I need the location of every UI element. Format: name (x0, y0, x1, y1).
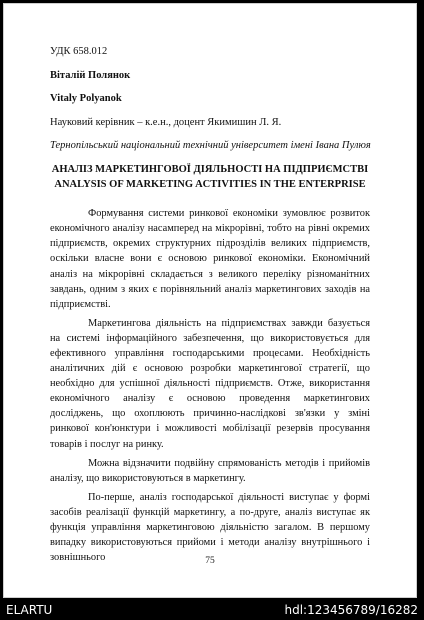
document-page (3, 3, 417, 598)
page-content (50, 45, 370, 569)
page-number: 75 (205, 556, 215, 566)
repository-footer (0, 600, 424, 620)
body-paragraph-1: Формування системи ринкової економіки зумовлює розвиток економічного аналізу насамперед на мікрорівні, тобто на рівні окремих підприємств, окремих структурних підрозділів великих підприємств, оскільки власне вони є основою ринкової економіки. Економічний аналіз на мікрорівні складається з великого переліку різноманітних завдань, одним з яких є порівняльний аналіз маркетингових заходів на підприємстві. (50, 208, 370, 310)
udk-code: УДК 658.012 (50, 46, 108, 57)
author-name-ua: Віталій Полянок (50, 69, 131, 81)
repository-name: ELARTU (6, 603, 53, 617)
author-name-en: Vitaly Polyanok (50, 93, 122, 105)
article-title-en: ANALYSIS OF MARKETING ACTIVITIES IN THE ENTERPRISE (54, 178, 366, 190)
affiliation: Тернопільський національний технічний університет імені Івана Пулюя (50, 140, 371, 152)
article-title-ua: АНАЛІЗ МАРКЕТИНГОВОЇ ДІЯЛЬНОСТІ НА ПІДПРИЄМСТВІ (51, 163, 369, 175)
body-paragraph-4: По-перше, аналіз господарської діяльності виступає у формі засобів реалізації функцій маркетингу, а по-друге, аналіз виступає як функція управління маркетинговою діяльністю загалом. В першому випадку використовуються прийоми і методи аналізу внутрішнього і зовнішнього (50, 491, 370, 564)
body-paragraph-2: Маркетингова діяльність на підприємствах завжди базується на системі інформаційного забезпечення, що використовується для ефективного управління господарськими процесами. Необхідність аналітичних дій є основою розробки маркетингової стратегії, що необхідно для успішної діяльності підприємств. Отже, використання економічного аналізу є основою проведення маркетингових досліджень, що охоплюють причинно-наслідкові зв'язки у зміні ринкової кон'юнктури і можливості мобілізації резервів просування товарів і послуг на ринку. (50, 317, 370, 450)
scientific-supervisor: Науковий керівник – к.е.н., доцент Якимишин Л. Я. (50, 116, 282, 128)
handle-identifier: hdl:123456789/16282 (284, 603, 418, 617)
body-paragraph-3: Можна відзначити подвійну спрямованість методів і прийомів аналізу, що використовуються в маркетингу. (50, 457, 370, 484)
